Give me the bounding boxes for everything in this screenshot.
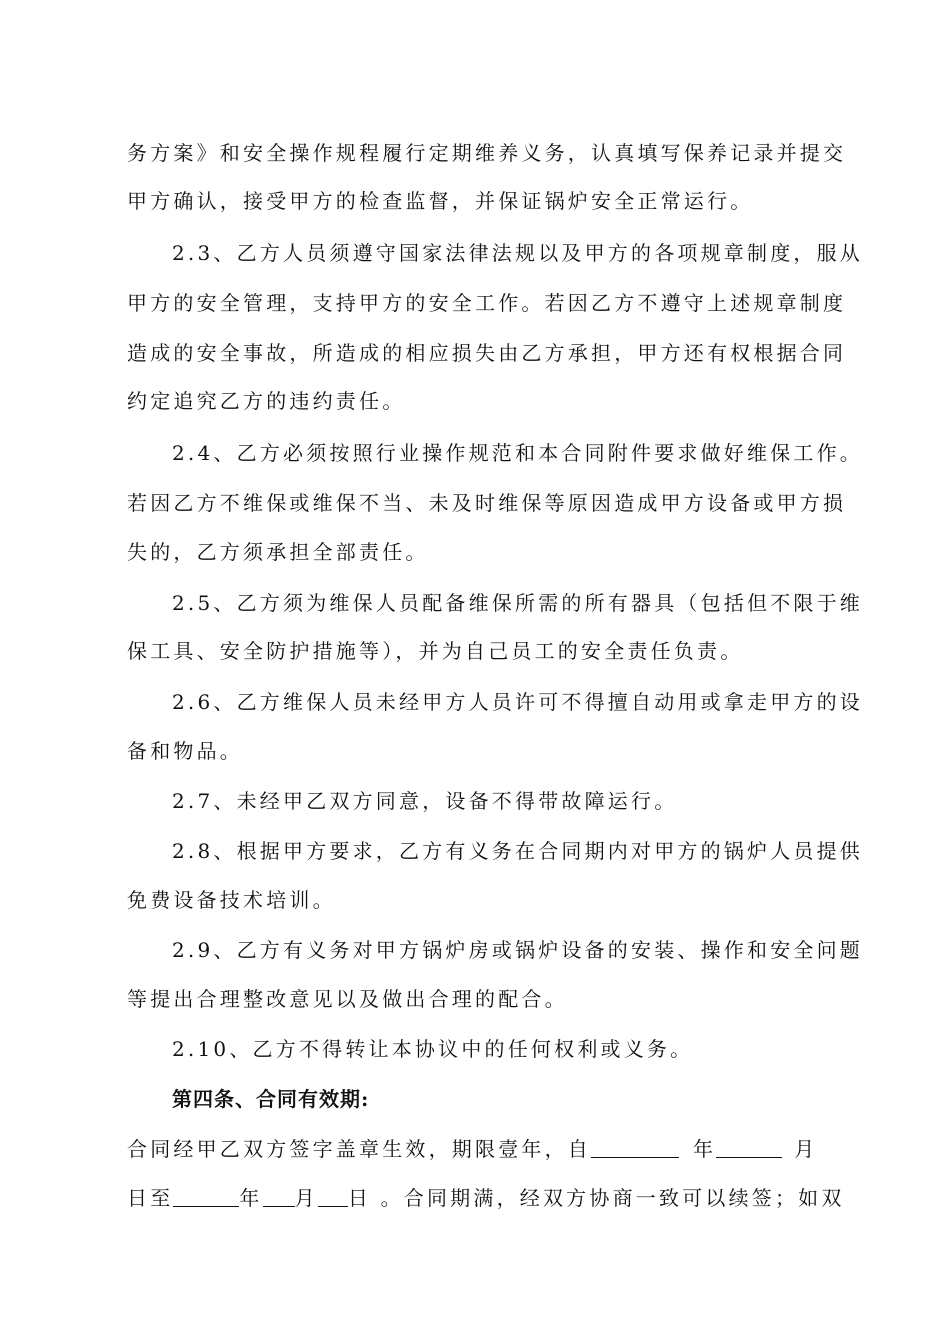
validity-line-1 — [127, 1136, 837, 1162]
year-label: 年 — [239, 1186, 263, 1210]
month-label: 月 — [794, 1137, 818, 1161]
clause-2-6-line: 2.6、乙方维保人员未经甲方人员许可不得擅自动用或拿走甲方的设 — [172, 690, 864, 714]
end-day-blank[interactable] — [318, 1186, 348, 1207]
clause-2-4-line: 失的，乙方须承担全部责任。 — [127, 540, 429, 564]
clause-2-10-line: 2.10、乙方不得转让本协议中的任何权利或义务。 — [172, 1037, 694, 1061]
year-blank[interactable] — [591, 1137, 679, 1158]
month-label: 月 — [294, 1186, 318, 1210]
end-month-blank[interactable] — [263, 1186, 295, 1207]
clause-2-6-line: 备和物品。 — [127, 739, 243, 763]
paragraph-line: 务方案》和安全操作规程履行定期维养义务，认真填写保养记录并提交 — [127, 141, 847, 165]
clause-2-9-line: 等提出合理整改意见以及做出合理的配合。 — [127, 987, 568, 1011]
validity-line-2 — [127, 1185, 845, 1211]
end-year-blank[interactable] — [173, 1186, 239, 1207]
validity-text: 日至 — [127, 1186, 174, 1210]
section-4-heading: 第四条、合同有效期: — [172, 1087, 370, 1111]
clause-2-8-line: 免费设备技术培训。 — [127, 888, 336, 912]
clause-2-5-line: 2.5、乙方须为维保人员配备维保所需的所有器具（包括但不限于维 — [172, 591, 864, 615]
clause-2-3-line: 约定追究乙方的违约责任。 — [127, 389, 406, 413]
validity-text: 日 。合同期满，经双方协商一致可以续签；如双 — [347, 1186, 845, 1210]
month-blank[interactable] — [716, 1137, 782, 1158]
clause-2-4-line: 若因乙方不维保或维保不当、未及时维保等原因造成甲方设备或甲方损 — [127, 491, 847, 515]
validity-text: 合同经甲乙双方签字盖章生效，期限壹年，自 — [127, 1137, 591, 1161]
year-label: 年 — [693, 1137, 717, 1161]
clause-2-8-line: 2.8、根据甲方要求，乙方有义务在合同期内对甲方的锅炉人员提供 — [172, 839, 864, 863]
clause-2-4-line: 2.4、乙方必须按照行业操作规范和本合同附件要求做好维保工作。 — [172, 441, 864, 465]
clause-2-9-line: 2.9、乙方有义务对甲方锅炉房或锅炉设备的安装、操作和安全问题 — [172, 938, 864, 962]
paragraph-line: 甲方确认，接受甲方的检查监督，并保证锅炉安全正常运行。 — [127, 189, 754, 213]
clause-2-3-line: 甲方的安全管理，支持甲方的安全工作。若因乙方不遵守上述规章制度 — [127, 291, 847, 315]
clause-2-7-line: 2.7、未经甲乙双方同意，设备不得带故障运行。 — [172, 789, 678, 813]
clause-2-3-line: 2.3、乙方人员须遵守国家法律法规以及甲方的各项规章制度，服从 — [172, 241, 864, 265]
clause-2-3-line: 造成的安全事故，所造成的相应损失由乙方承担，甲方还有权根据合同 — [127, 341, 847, 365]
clause-2-5-line: 保工具、安全防护措施等），并为自己员工的安全责任负责。 — [127, 639, 744, 663]
